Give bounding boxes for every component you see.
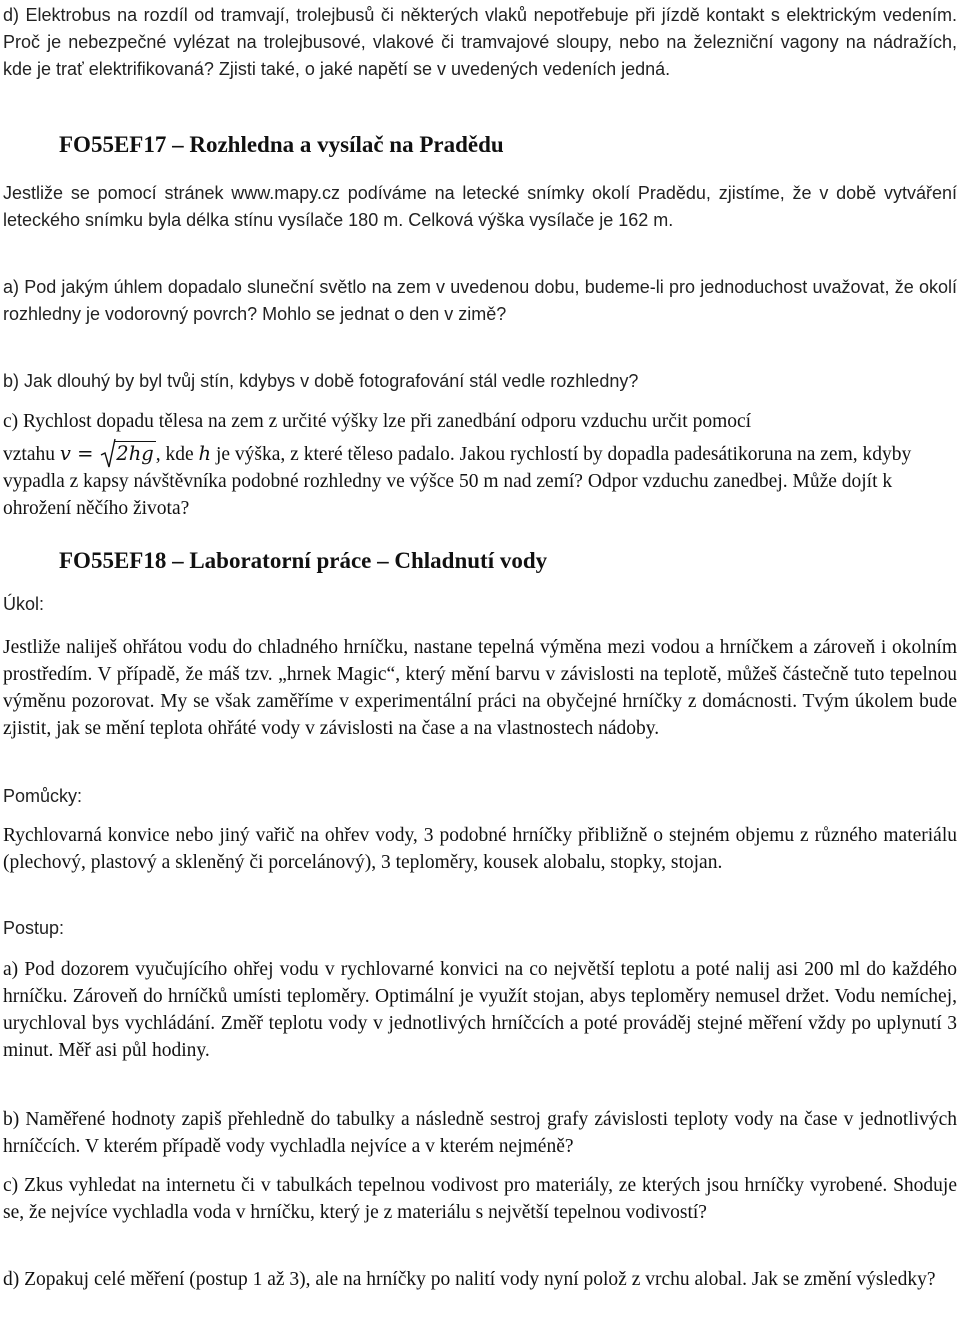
c-rest: Jakou rychlostí by dopadla padesátikoruna na zem, kdyby vypadla z kapsy návštěvníka podobné rozhledny ve výšce 50 m nad zemí? Odpor vzduchu zanedbej. Může dojít k ohrožení něčího života?: [3, 444, 912, 519]
ukol-text: Jestliže naliješ ohřátou vodu do chladného hrníčku, nastane tepelná výměna mezi vodou a hrníčkem a zároveň i okolním prostředím. V případě, že máš tzv. „hrnek Magic“, který mění barvu v závislosti na teplotě, můžeš částečně tuto tepelnou výměnu pozorovat. My se však zaměříme v experimentální práci na obyčejné hrníčky z domácnosti. Tvým úkolem bude zjistit, jak se mění teplota ohřáté vody v závislosti na čase a na vlastnostech nádoby.: [3, 637, 957, 739]
task18-heading: FO55EF18 – Laboratorní práce – Chladnutí vody: [59, 548, 548, 573]
postup-b: b) Naměřené hodnoty zapiš přehledně do tabulky a následně sestroj grafy závislosti teploty vody na čase v jednotlivých hrníčcích. V kterém případě vody vychladla nejvíce a v kterém nejméně?: [3, 1109, 957, 1157]
ukol-label: Úkol:: [3, 594, 45, 614]
sqrt-symbol-icon: [100, 436, 116, 470]
postup-c: c) Zkus vyhledat na internetu či v tabulkách tepelnou vodivost pro materiály, ze kterých jsou hrníčky vyrobené. Shoduje se, že nejvíce vychladla voda v hrníčku, který je z materiálu s největší tepelnou vodivostí?: [3, 1175, 957, 1223]
formula-lhs: v =: [59, 442, 94, 465]
c-mid2: je výška, z které těleso padalo.: [211, 444, 460, 465]
task17-intro: Jestliže se pomocí stránek www.mapy.cz podíváme na letecké snímky okolí Pradědu, zjistíme, že v době vytváření leteckého snímku byla délka stínu vysílače 180 m. Celková výška vysílače je 162 m.: [3, 183, 957, 230]
var-h: h: [198, 442, 212, 465]
task17-question-c: [3, 440, 957, 522]
postup-a: a) Pod dozorem vyučujícího ohřej vodu v rychlovarné konvici na co největší teplotu a poté nalij asi 200 ml do každého hrníčku. Zároveň do hrníčků umísti teploměry. Optimální je využít stojan, abys teploměry nemusel držet. Vodu nemíchej, urychloval bys vychládání. Změř teplotu vody v jednotlivých hrníčcích a poté prováděj stejné měření vždy po uplynutí 3 minut. Měř asi půl hodiny.: [3, 959, 957, 1061]
pomucky-label: Pomůcky:: [3, 786, 83, 806]
intro-paragraph-d: d) Elektrobus na rozdíl od tramvají, trolejbusů či některých vlaků nepotřebuje při jízdě kontakt s elektrickým vedením. Proč je nebezpečné vylézat na trolejbusové, vlakové či tramvajové sloupy, nebo na železniční vagony na nádražích, kde je trať elektrifikovaná? Zjisti také, o jaké napětí se v uvedených vedeních jedná.: [3, 5, 957, 79]
task17-heading: FO55EF17 – Rozhledna a vysílač na Pradědu: [59, 132, 504, 157]
pomucky-text: Rychlovarná konvice nebo jiný vařič na ohřev vody, 3 podobné hrníčky přibližně o stejném objemu z různého materiálu (plechový, plastový a skleněný či porcelánový), 3 teploměry, kousek alobalu, stopky, stojan.: [3, 825, 957, 873]
task17-question-b: b) Jak dlouhý by byl tvůj stín, kdybys v době fotografování stál vedle rozhledny?: [3, 371, 639, 391]
c-prefix: vztahu: [3, 444, 60, 465]
c-mid1: , kde: [155, 444, 199, 465]
sqrt-formula: [100, 440, 155, 468]
postup-label: Postup:: [3, 918, 65, 938]
postup-d: d) Zopakuj celé měření (postup 1 až 3), ale na hrníčky po nalití vody nyní polož z vrchu alobal. Jak se změní výsledky?: [3, 1269, 936, 1290]
task17-question-a: a) Pod jakým úhlem dopadalo sluneční světlo na zem v uvedenou dobu, budeme-li pro jednoduchost uvažovat, že okolí rozhledny je vodorovný povrch? Mohlo se jednat o den v zimě?: [3, 277, 957, 324]
task17-question-c-line1: c) Rychlost dopadu tělesa na zem z určité výšky lze při zanedbání odporu vzduchu určit pomocí: [3, 411, 752, 432]
formula-radicand: 2hg: [116, 442, 154, 465]
